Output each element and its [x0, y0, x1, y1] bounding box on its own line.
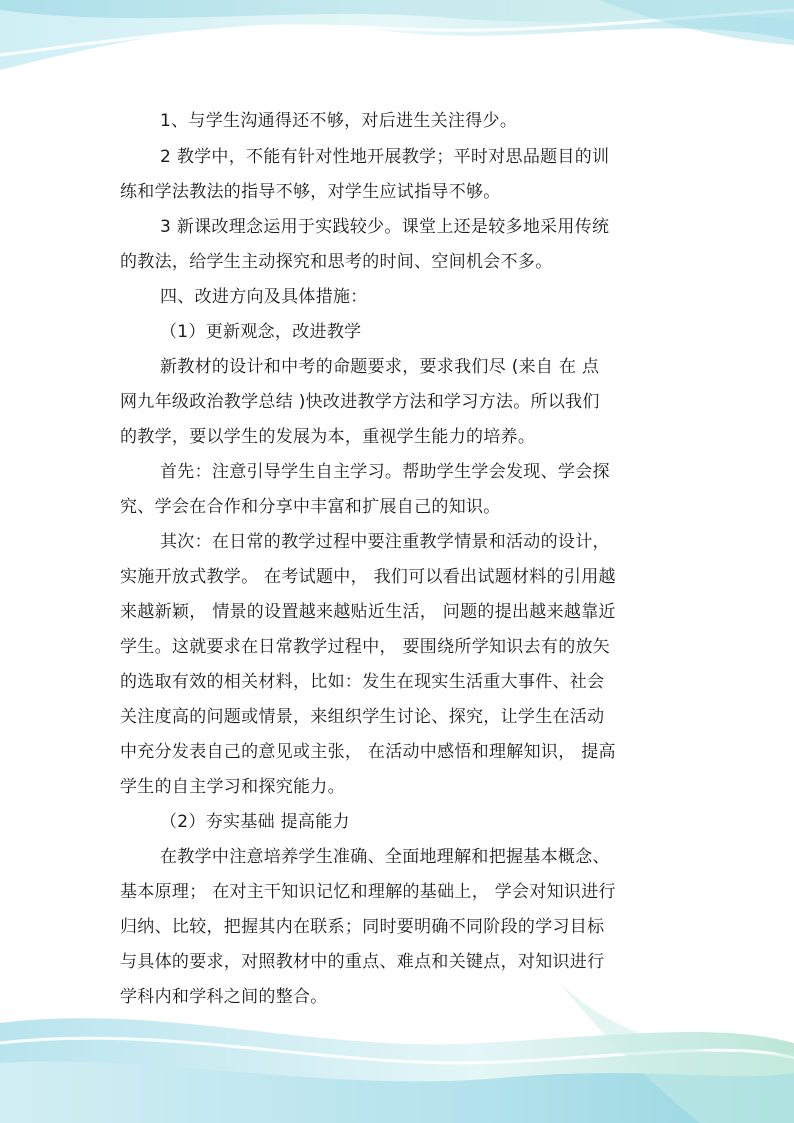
paragraph-line: 学科内和学科之间的整合。 — [120, 987, 328, 1007]
paragraph-line: 3 新课改理念运用于实践较少。课堂上还是较多地采用传统 — [160, 217, 610, 237]
paragraph-line: 其次：在日常的教学过程中要注重教学情景和活动的设计， — [160, 532, 610, 552]
paragraph-line: 学生。这就要求在日常教学过程中， 要围绕所学知识去有的放矢 — [120, 637, 611, 657]
subsection-heading: （1）更新观念，改进教学 — [160, 322, 362, 342]
paragraph-line: 基本原理； 在对主干知识记忆和理解的基础上， 学会对知识进行 — [120, 882, 616, 902]
paragraph-line: 究、学会在合作和分享中丰富和扩展自己的知识。 — [120, 497, 501, 517]
paragraph-line: 的选取有效的相关材料，比如：发生在现实生活重大事件、社会 — [120, 672, 605, 692]
paragraph-line: 实施开放式教学。 在考试题中， 我们可以看出试题材料的引用越 — [120, 567, 616, 587]
paragraph-line: 关注度高的问题或情景，来组织学生讨论、探究，让学生在活动 — [120, 707, 605, 727]
subsection-heading: （2）夯实基础 提高能力 — [160, 812, 350, 832]
paragraph-line: 在教学中注意培养学生准确、全面地理解和把握基本概念、 — [160, 847, 610, 867]
paragraph-line: 与具体的要求，对照教材中的重点、难点和关键点，对知识进行 — [120, 952, 605, 972]
top-wave-decoration — [0, 0, 794, 90]
paragraph-line: 2 教学中，不能有针对性地开展教学；平时对思品题目的训 — [160, 147, 610, 167]
paragraph-line: 学生的自主学习和探究能力。 — [120, 777, 345, 797]
paragraph-line: 练和学法教法的指导不够，对学生应试指导不够。 — [120, 182, 501, 202]
paragraph-line: 的教学，要以学生的发展为本，重视学生能力的培养。 — [120, 427, 536, 447]
paragraph-line: 1、与学生沟通得还不够，对后进生关注得少。 — [160, 111, 518, 131]
paragraph-line: 网九年级政治教学总结 )快改进教学方法和学习方法。所以我们 — [120, 392, 600, 412]
paragraph-line: 中充分发表自己的意见或主张， 在活动中感悟和理解知识， 提高 — [120, 742, 616, 762]
paragraph-line: 归纳、比较，把握其内在联系；同时要明确不同阶段的学习目标 — [120, 917, 605, 937]
section-heading: 四、改进方向及具体措施： — [160, 287, 368, 307]
paragraph-line: 来越新颖， 情景的设置越来越贴近生活， 问题的提出越来越靠近 — [120, 602, 616, 622]
paragraph-line: 的教法，给学生主动探究和思考的时间、空间机会不多。 — [120, 252, 553, 272]
paragraph-line: 首先：注意引导学生自主学习。帮助学生学会发现、学会探 — [160, 462, 610, 482]
paragraph-line: 新教材的设计和中考的命题要求，要求我们尽 (来自 在 点 — [160, 357, 600, 377]
